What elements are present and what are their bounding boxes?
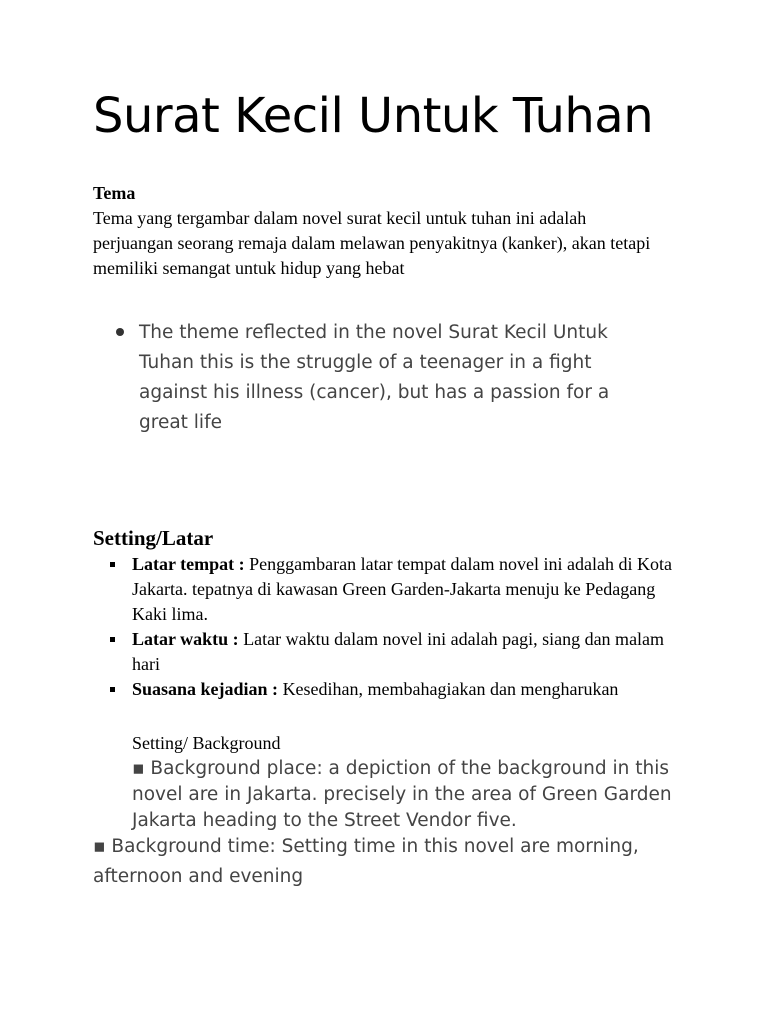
setting-item-label: Suasana kejadian : xyxy=(132,679,279,699)
list-item xyxy=(93,552,693,627)
square-bullet-icon xyxy=(110,687,115,692)
square-bullet-icon xyxy=(110,637,115,642)
setting-item-label: Latar waktu : xyxy=(132,629,239,649)
setting-item-text: Penggambaran latar tempat dalam novel ini adalah di Kota Jakarta. tepatnya di kawasan Green Garden-Jakarta menuju ke Pedagang Kaki lima. xyxy=(132,554,672,624)
tema-body: Tema yang tergambar dalam novel surat kecil untuk tuhan ini adalah perjuangan seorang remaja dalam melawan penyakitnya (kanker), akan tetapi memiliki semangat untuk hidup yang hebat xyxy=(93,208,651,278)
tema-heading: Tema xyxy=(93,183,136,203)
document-title: Surat Kecil Untuk Tuhan xyxy=(93,88,654,144)
background-place-text: ▪ Background place: a depiction of the background in this novel are in Jakarta. precisely in the area of Green Garden Jakarta heading to the Street Vendor five. xyxy=(132,758,672,831)
setting-item-text: Latar waktu dalam novel ini adalah pagi, siang dan malam hari xyxy=(132,629,665,674)
background-heading: Setting/ Background xyxy=(132,733,281,753)
square-bullet-icon xyxy=(110,562,115,567)
setting-item-text: Kesedihan, membahagiakan dan mengharukan xyxy=(278,679,619,699)
setting-heading: Setting/Latar xyxy=(93,526,214,550)
list-item xyxy=(93,677,693,702)
tema-translation-bullet xyxy=(116,318,656,438)
list-item xyxy=(93,627,693,677)
background-time-text: ▪ Background time: Setting time in this novel are morning, afternoon and evening xyxy=(93,836,639,887)
bullet-dot-icon xyxy=(116,328,124,336)
setting-item-label: Latar tempat : xyxy=(132,554,245,574)
setting-list xyxy=(93,552,693,702)
tema-translation-text: The theme reflected in the novel Surat Kecil Untuk Tuhan this is the struggle of a teenager in a fight against his illness (cancer), but has a passion for a great life xyxy=(139,322,610,433)
